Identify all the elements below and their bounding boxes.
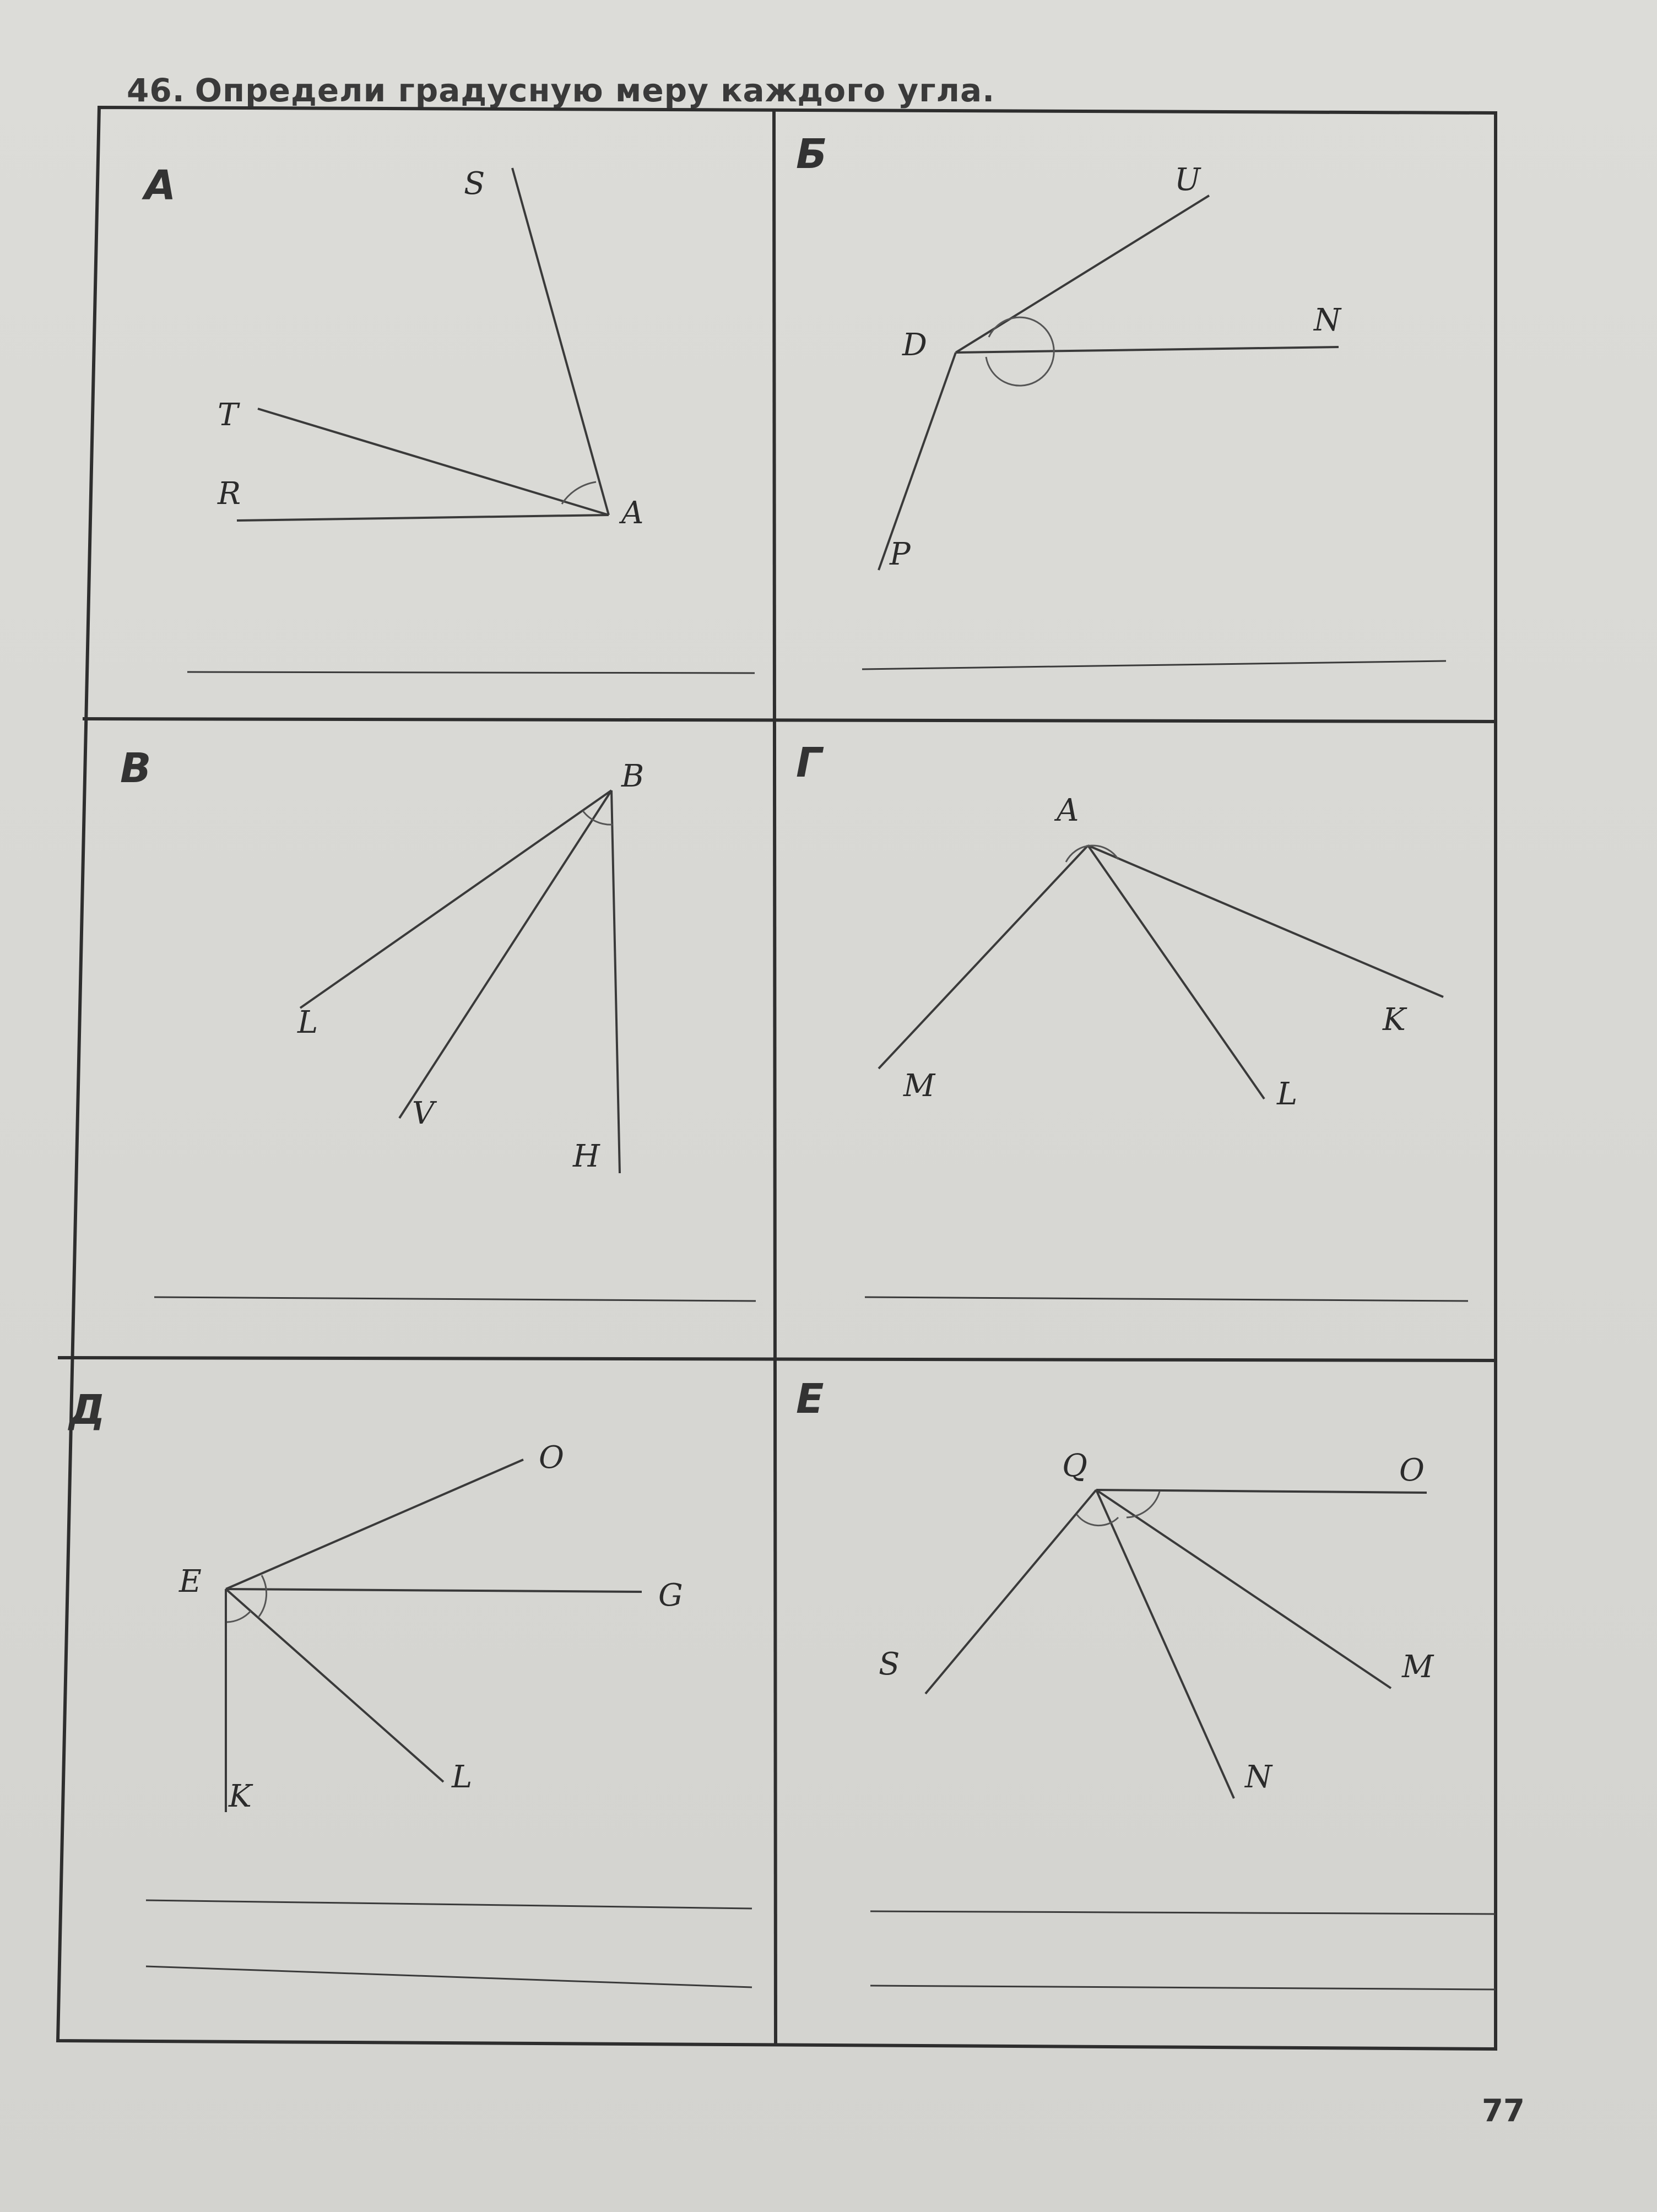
point-label-o: O [539, 1440, 564, 1476]
ray-qo [1096, 1490, 1427, 1493]
panel-e [796, 1375, 1496, 1989]
ray-dn [956, 347, 1339, 353]
point-label-g: G [658, 1577, 683, 1613]
point-label-b: B [621, 758, 645, 794]
point-label-l2: L [1277, 1076, 1298, 1112]
answer-line-g [865, 1297, 1468, 1301]
ray-bl [300, 790, 611, 1008]
answer-line-d2 [146, 1966, 752, 1987]
ray-el [226, 1589, 443, 1782]
ray-eg [226, 1589, 642, 1592]
point-label-s: S [464, 166, 485, 202]
point-label-u: U [1174, 162, 1201, 198]
ray-at [258, 409, 609, 515]
ray-as [512, 168, 609, 515]
task-text: Определи градусную меру каждого угла. [194, 72, 995, 109]
ray-qs [925, 1490, 1096, 1694]
point-label-l: L [297, 1005, 318, 1040]
point-label-r: R [218, 476, 241, 512]
angle-arc-d2 [227, 1611, 251, 1622]
point-label-k: K [1383, 1002, 1406, 1038]
panel-letter-a: А [144, 162, 176, 209]
point-label-a2: A [1057, 793, 1079, 828]
ray-am [879, 845, 1088, 1069]
answer-line-d1 [146, 1900, 752, 1909]
point-label-t: T [218, 397, 239, 433]
panel-letter-e: Е [796, 1375, 824, 1423]
ray-eo [226, 1460, 523, 1589]
answer-line-e1 [870, 1911, 1496, 1914]
point-label-q: Q [1062, 1448, 1087, 1484]
point-label-k2: K [229, 1779, 252, 1814]
point-label-n: N [1314, 302, 1341, 338]
answer-line-a [187, 672, 755, 673]
point-label-a: A [621, 495, 644, 531]
point-label-s2: S [879, 1646, 900, 1682]
point-label-o2: O [1399, 1452, 1425, 1488]
panel-b [796, 131, 1446, 669]
angle-arc-d1 [259, 1575, 267, 1617]
ray-bh [611, 790, 620, 1173]
answer-line-v [154, 1297, 756, 1301]
panel-letter-v: В [120, 745, 151, 792]
point-label-n2: N [1245, 1759, 1272, 1795]
point-label-l3: L [452, 1759, 473, 1795]
panel-letter-b: Б [796, 131, 827, 178]
point-label-v: V [412, 1096, 435, 1131]
panel-v [120, 745, 756, 1301]
task-number: 46. [127, 72, 185, 109]
panel-d [68, 1386, 752, 1987]
panel-g [796, 739, 1468, 1301]
panel-letter-d: Д [69, 1386, 105, 1434]
point-label-e: E [179, 1564, 202, 1600]
point-label-p: P [890, 536, 911, 572]
angle-arc-a [562, 482, 596, 504]
ray-bv [399, 790, 611, 1118]
point-label-h: H [573, 1138, 600, 1174]
answer-line-e2 [870, 1986, 1496, 1989]
point-label-m: M [903, 1068, 935, 1104]
point-label-m2: M [1402, 1649, 1434, 1685]
ray-ar [237, 515, 609, 521]
point-label-d: D [902, 327, 927, 363]
page-number: 77 [1482, 2093, 1525, 2129]
answer-line-b [862, 661, 1446, 669]
panel-a [142, 162, 755, 673]
panel-letter-g: Г [796, 739, 822, 787]
